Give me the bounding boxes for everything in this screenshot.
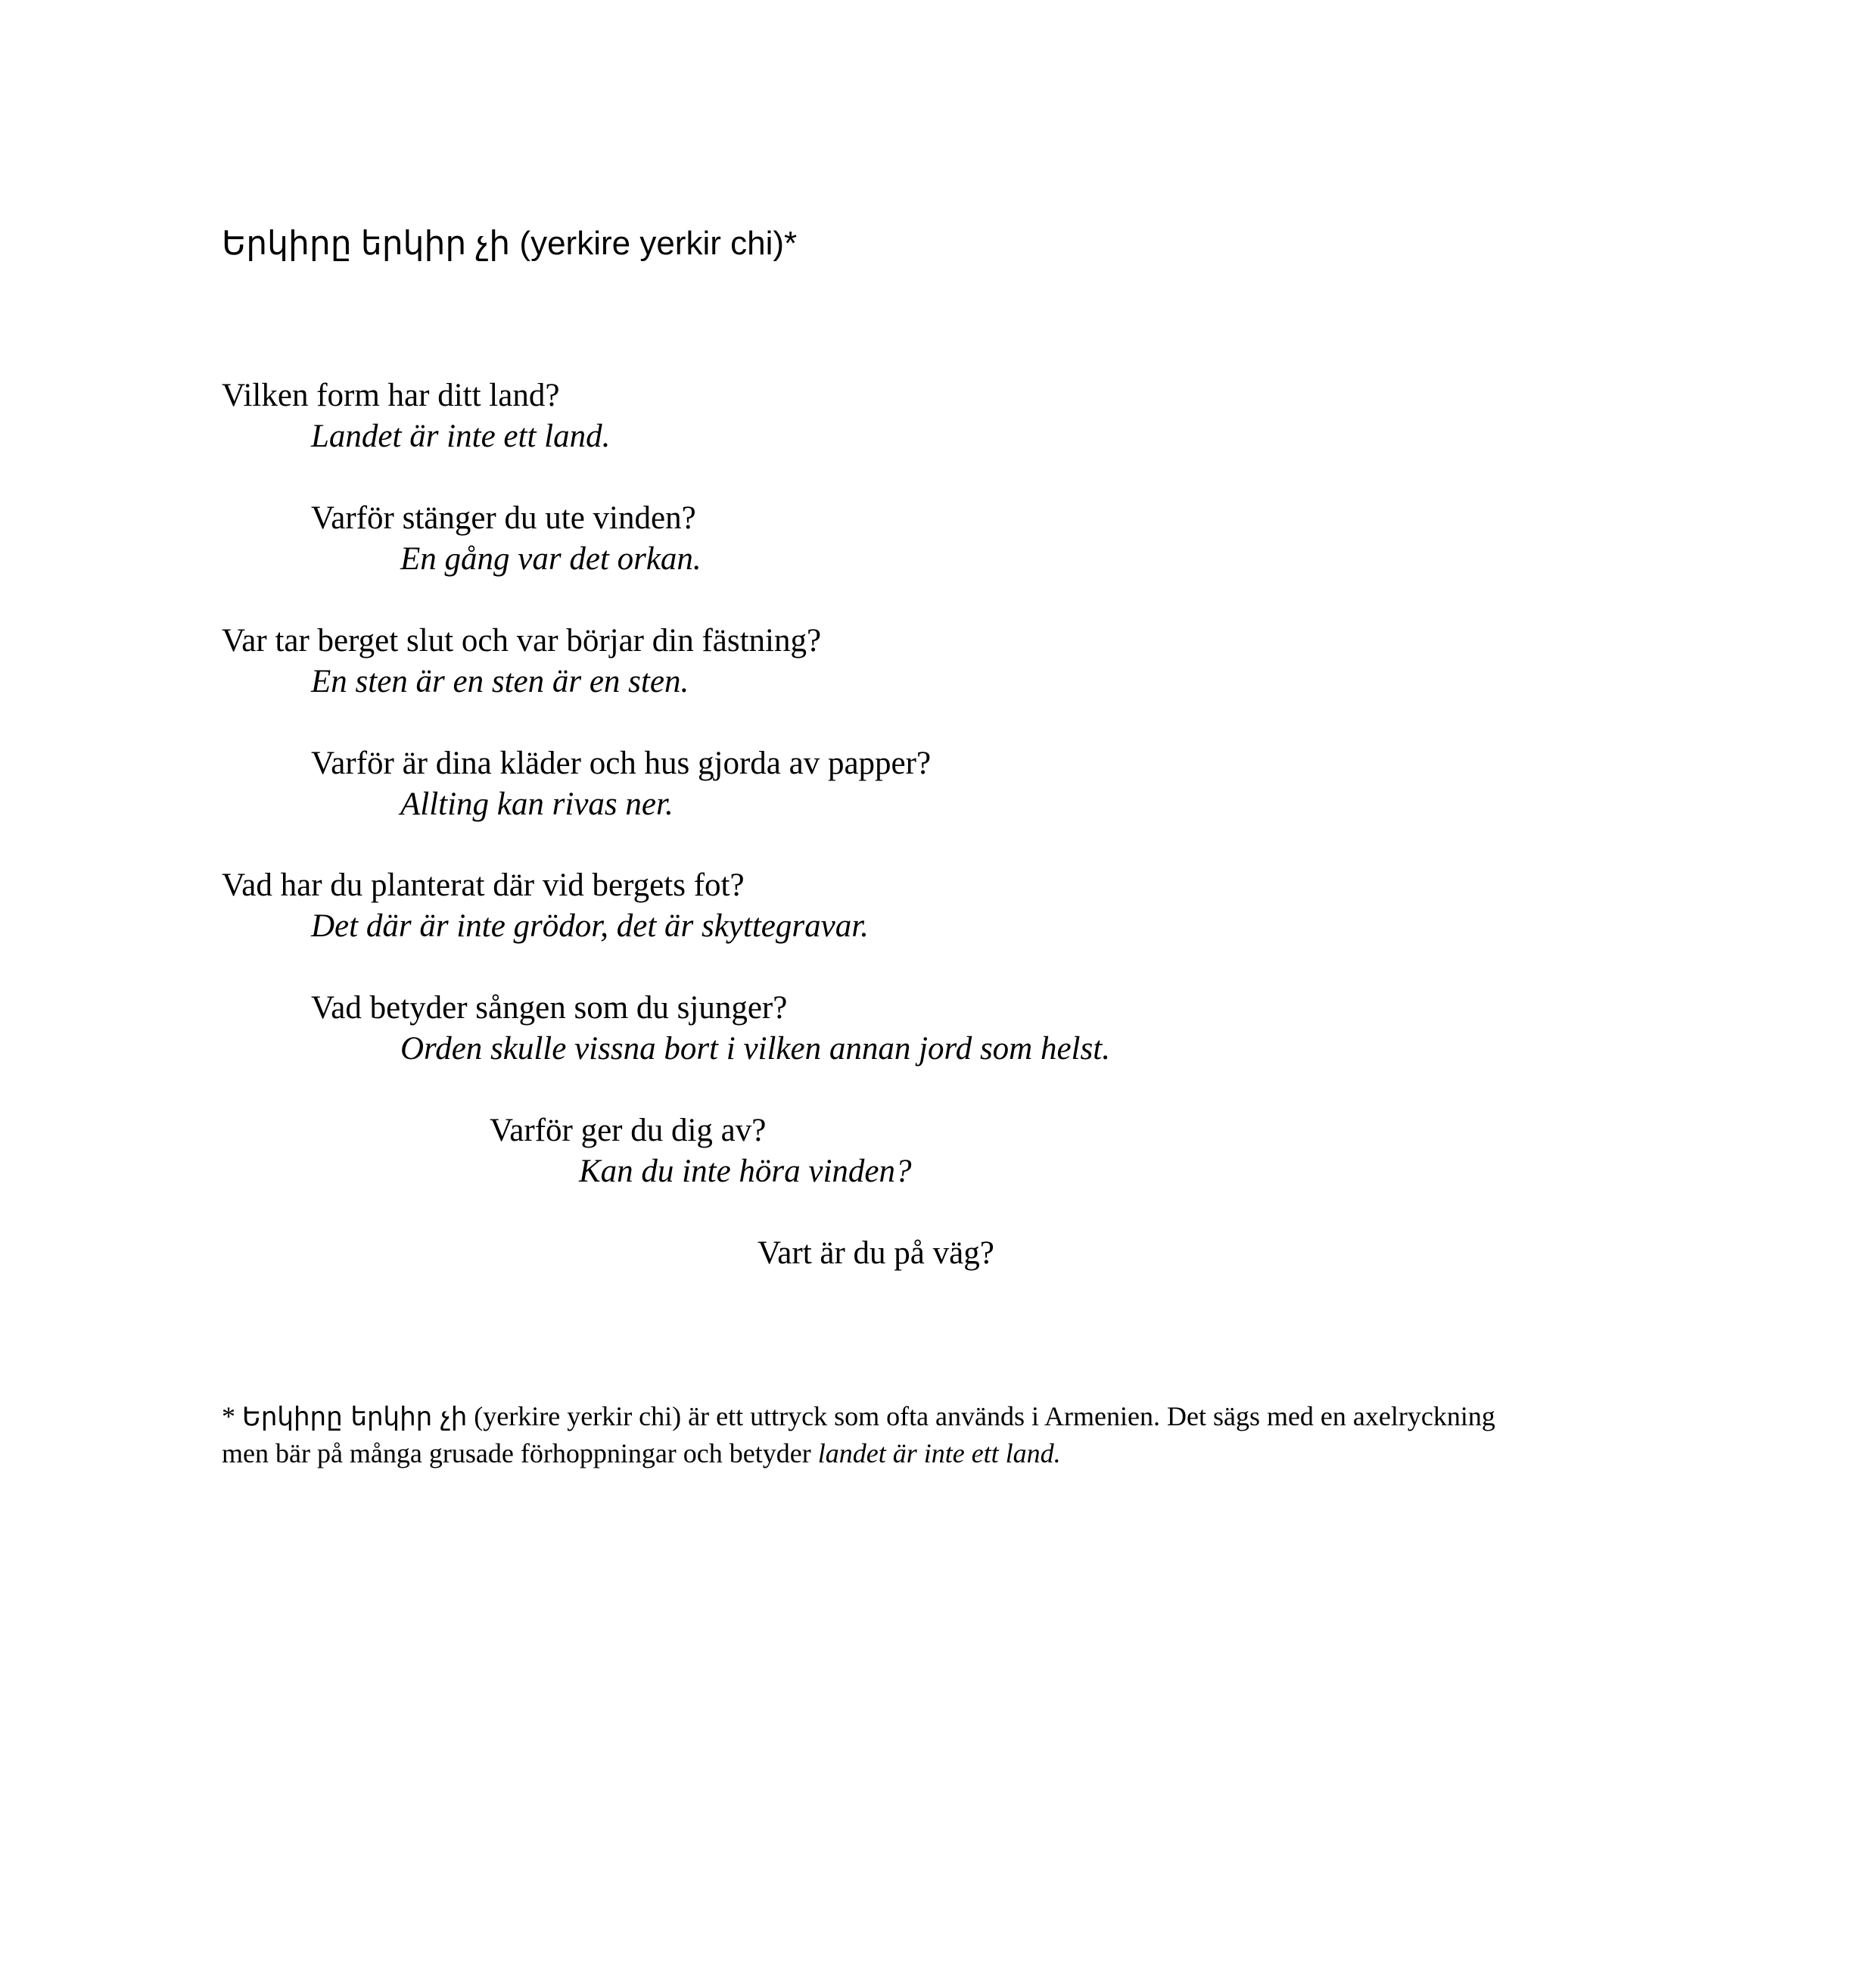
footnote-marker: *	[222, 1401, 242, 1431]
footnote-line-2	[222, 1435, 1660, 1471]
poem-question-8: Vart är du på väg?	[758, 1235, 994, 1271]
poem-question-1: Vilken form har ditt land?	[222, 378, 560, 413]
footnote-armenian-phrase: Երկիրը երկիր չի	[242, 1402, 468, 1432]
poem-answer-1: Landet är inte ett land.	[311, 419, 611, 454]
poem-answer-6: Orden skulle vissna bort i vilken annan jord som helst.	[400, 1031, 1110, 1067]
poem-answer-4: Allting kan rivas ner.	[400, 786, 674, 822]
footnote	[222, 1398, 1660, 1471]
poem-answer-5: Det där är inte grödor, det är skyttegravar.	[311, 908, 869, 944]
poem-question-5: Vad har du planterat där vid bergets fot?	[222, 867, 745, 903]
footnote-line-1	[222, 1398, 1660, 1435]
poem-question-6: Vad betyder sången som du sjunger?	[311, 990, 788, 1026]
poem-title: Երկիրը երկիր չի (yerkire yerkir chi)*	[222, 225, 798, 262]
footnote-text-1: (yerkire yerkir chi) är ett uttryck som ofta används i Armenien. Det sägs med en axelryckning	[467, 1401, 1495, 1431]
poem-answer-2: En gång var det orkan.	[400, 541, 702, 577]
poem-question-2: Varför stänger du ute vinden?	[311, 500, 696, 536]
poem-question-7: Varför ger du dig av?	[490, 1113, 767, 1148]
poem-question-4: Varför är dina kläder och hus gjorda av papper?	[311, 746, 932, 781]
footnote-text-2: men bär på många grusade förhoppningar och betyder	[222, 1438, 818, 1468]
poem-answer-3: En sten är en sten är en sten.	[311, 664, 689, 699]
poem-answer-7: Kan du inte höra vinden?	[579, 1154, 912, 1189]
poem-question-3: Var tar berget slut och var börjar din fästning?	[222, 623, 822, 659]
footnote-italic-phrase: landet är inte ett land.	[817, 1438, 1061, 1468]
